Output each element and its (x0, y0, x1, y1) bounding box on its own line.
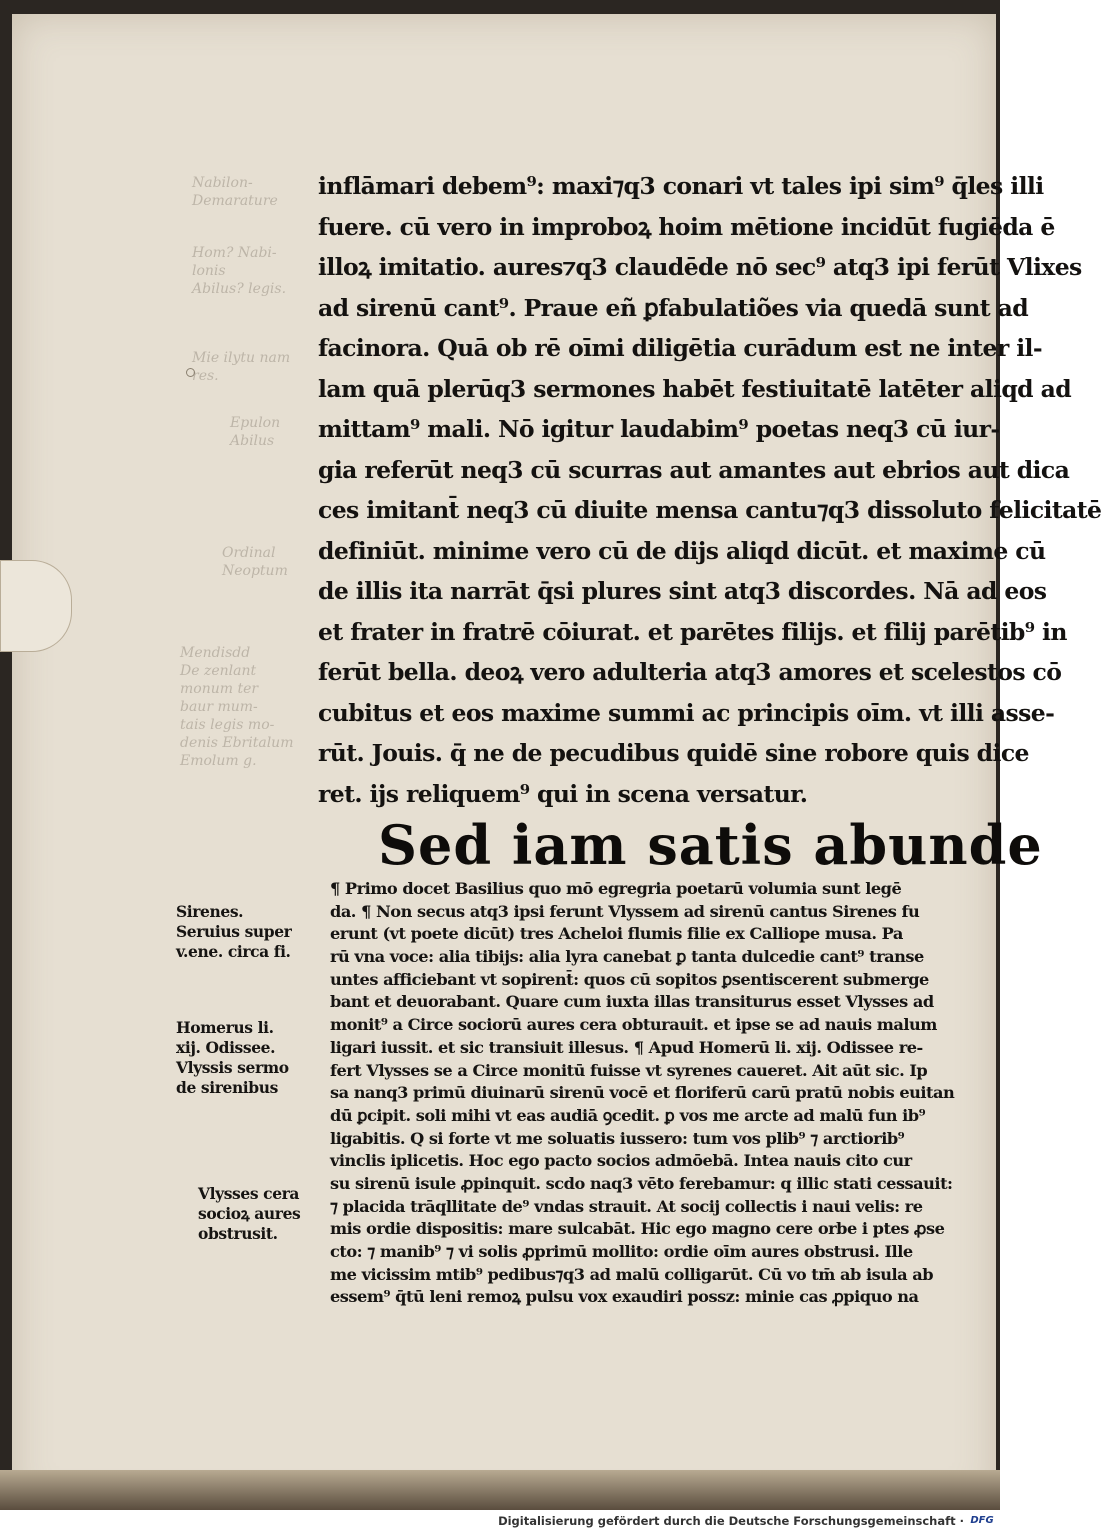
commentary-line: sa nanq3 primū diuinarū sirenū vocē et floriferū carū pratū nobis euitan (330, 1083, 955, 1103)
commentary-line: erunt (vt poete dicūt) tres Acheloi flumis filie ex Calliope musa. Pa (330, 924, 903, 944)
margin-note-line: de sirenibus (176, 1078, 278, 1097)
commentary-line: untes afficiebant vt sopirent̄: quos cū sopitos ꝑsentiscerent submerge (330, 969, 929, 989)
commentary-line: bant et deuorabant. Quare cum iuxta illas transiturus esset Vlysses ad (330, 992, 934, 1012)
text-line: mittam⁹ mali. Nō igitur laudabim⁹ poetas neq3 cū iur- (318, 415, 1000, 443)
commentary-line: rū vna voce: alia tibijs: alia lyra canebat ꝑ tanta dulcedie cant⁹ transe (330, 947, 924, 967)
footer-credit: Digitalisierung gefördert durch die Deutsche Forschungsgemeinschaft · (498, 1514, 964, 1528)
commentary-line: ligari iussit. et sic transiuit illesus. ¶ Apud Homerū li. xij. Odissee re- (330, 1037, 923, 1057)
ghost-note-3: Mie ilytu nam res. (192, 350, 291, 384)
commentary-line: ¶ Primo docet Basilius quo mō egregria poetarū volumia sunt legē (330, 879, 902, 898)
margin-note-line: Vlyssis sermo (176, 1058, 289, 1077)
text-line: definiūt. minime vero cū de dijs aliqd dicūt. et maxime cū (318, 536, 1046, 565)
commentary-line: essem⁹ q̄tū leni remoꝝ pulsu vox exaudiri possz: minie cas ꝓpiquo na (330, 1287, 919, 1307)
margin-note-line: socioꝝ aures (198, 1204, 301, 1223)
ghost-note-2: Hom? Nabi- lonis Abilus? legis. (192, 245, 287, 297)
margin-note-line: Vlysses cera (198, 1184, 300, 1203)
ghost-note-6: Mendisdd De zenlant monum ter baur mum- tais legis mo- denis Ebritalum Emolum g. (180, 645, 294, 769)
text-line: facinora. Quā ob rē oīmi diligētia curādum est ne inter il- (318, 334, 1043, 362)
text-line: fuere. cū vero in improboꝝ hoim mētione incidūt fugiēda ē (318, 212, 1055, 241)
margin-note-line: v.ene. circa fi. (176, 942, 291, 961)
margin-note-sirenes (176, 902, 316, 962)
commentary-line: vinclis iplicetis. Hoc ego pacto socios admōebā. Intea nauis cito cur (330, 1151, 912, 1171)
ghost-note-4: Epulon Abilus (230, 415, 281, 449)
commentary-line: ligabitis. Q si forte vt me soluatis iussero: tum vos plib⁹ ⁊ arctiorib⁹ (330, 1128, 905, 1148)
text-line: gia referūt neq3 cū scurras aut amantes aut ebrios aut dica (318, 455, 1070, 484)
commentary-line: da. ¶ Non secus atq3 ipsi ferunt Vlyssem ad sirenū cantus Sirenes fu (330, 901, 920, 921)
main-text-block (318, 166, 1101, 814)
commentary-block (330, 878, 970, 1309)
margin-note-line: Sirenes. (176, 902, 244, 921)
ghost-note-1: Nabilon- Demarature (192, 175, 278, 209)
margin-note-line: obstrusit. (198, 1224, 278, 1243)
footer-bar (0, 1510, 1000, 1532)
text-line: ces imitant̄ neq3 cū diuite mensa cantu⁊q3 dissoluto felicitatē (318, 496, 1101, 524)
text-line: ret. ijs reliquem⁹ qui in scena versatur. (318, 779, 808, 808)
commentary-line: dū ꝑcipit. soli mihi vt eas audiā ꝯcedit. ꝑ vos me arcte ad malū fun ib⁹ (330, 1105, 926, 1125)
text-line: lam quā plerūq3 sermones habēt festiuitatē latēter aliqd ad (318, 374, 1072, 403)
commentary-line: fert Vlysses se a Circe monitū fuisse vt syrenes caueret. Ait aūt sic. Ip (330, 1060, 928, 1080)
commentary-line: monit⁹ a Circe sociorū aures cera obturauit. et ipse se ad nauis malum (330, 1015, 937, 1035)
text-line: inflāmari debem⁹: maxi⁊q3 conari vt tales ipi sim⁹ q̄les illi (318, 172, 1044, 200)
dfg-logo-icon: DFG (970, 1515, 994, 1526)
text-line: ferūt bella. deoꝝ vero adulteria atq3 amores et scelestos cō (318, 658, 1062, 686)
margin-note-line: xij. Odissee. (176, 1038, 276, 1057)
page-tab-marker (0, 560, 72, 652)
commentary-line: su sirenū isule ꝓpinquit. scdo naq3 vēto ferebamur: q illic stati cessauit: (330, 1173, 953, 1193)
margin-circle-mark (186, 368, 195, 377)
commentary-line: ⁊ placida trāqllitate de⁹ vndas strauit. At socij collectis i naui velis: re (330, 1196, 923, 1216)
text-line: de illis ita narrāt q̄si plures sint atq3 discordes. Nā ad eos (318, 577, 1047, 605)
commentary-line: me vicissim mtib⁹ pedibus⁊q3 ad malū colligarūt. Cū vo tm̄ ab isula ab (330, 1264, 934, 1284)
text-line: cubitus et eos maxime summi ac principis oīm. vt illi asse- (318, 698, 1055, 727)
margin-note-line: Homerus li. (176, 1018, 274, 1037)
margin-note-homerus (176, 1018, 316, 1098)
text-line: illoꝝ imitatio. aures⁊q3 claudēde nō sec⁹ atq3 ipi ferūt Vlixes (318, 253, 1082, 281)
section-heading: Sed iam satis abunde (378, 813, 1043, 877)
margin-note-line: Seruius super (176, 922, 292, 941)
commentary-line: cto: ⁊ manib⁹ ⁊ vi solis ꝓprimū mollito: ordie oīm aures obstrusi. Ille (330, 1242, 913, 1261)
commentary-line: mis ordie dispositis: mare sulcabāt. Hic ego magno cere orbe i ptes ꝓse (330, 1219, 945, 1239)
text-line: et frater in fratrē cōiurat. et parētes filijs. et filij parētib⁹ in (318, 617, 1067, 646)
margin-note-vlysses (198, 1184, 338, 1244)
text-line: ad sirenū cant⁹. Praue eñ ꝑfabulatiões via quedā sunt ad (318, 293, 1029, 322)
ghost-note-5: Ordinal Neoptum (222, 545, 288, 579)
page-edge (0, 1470, 1000, 1510)
text-line: rūt. Jouis. q̄ ne de pecudibus quidē sine robore quis dice (318, 739, 1029, 767)
